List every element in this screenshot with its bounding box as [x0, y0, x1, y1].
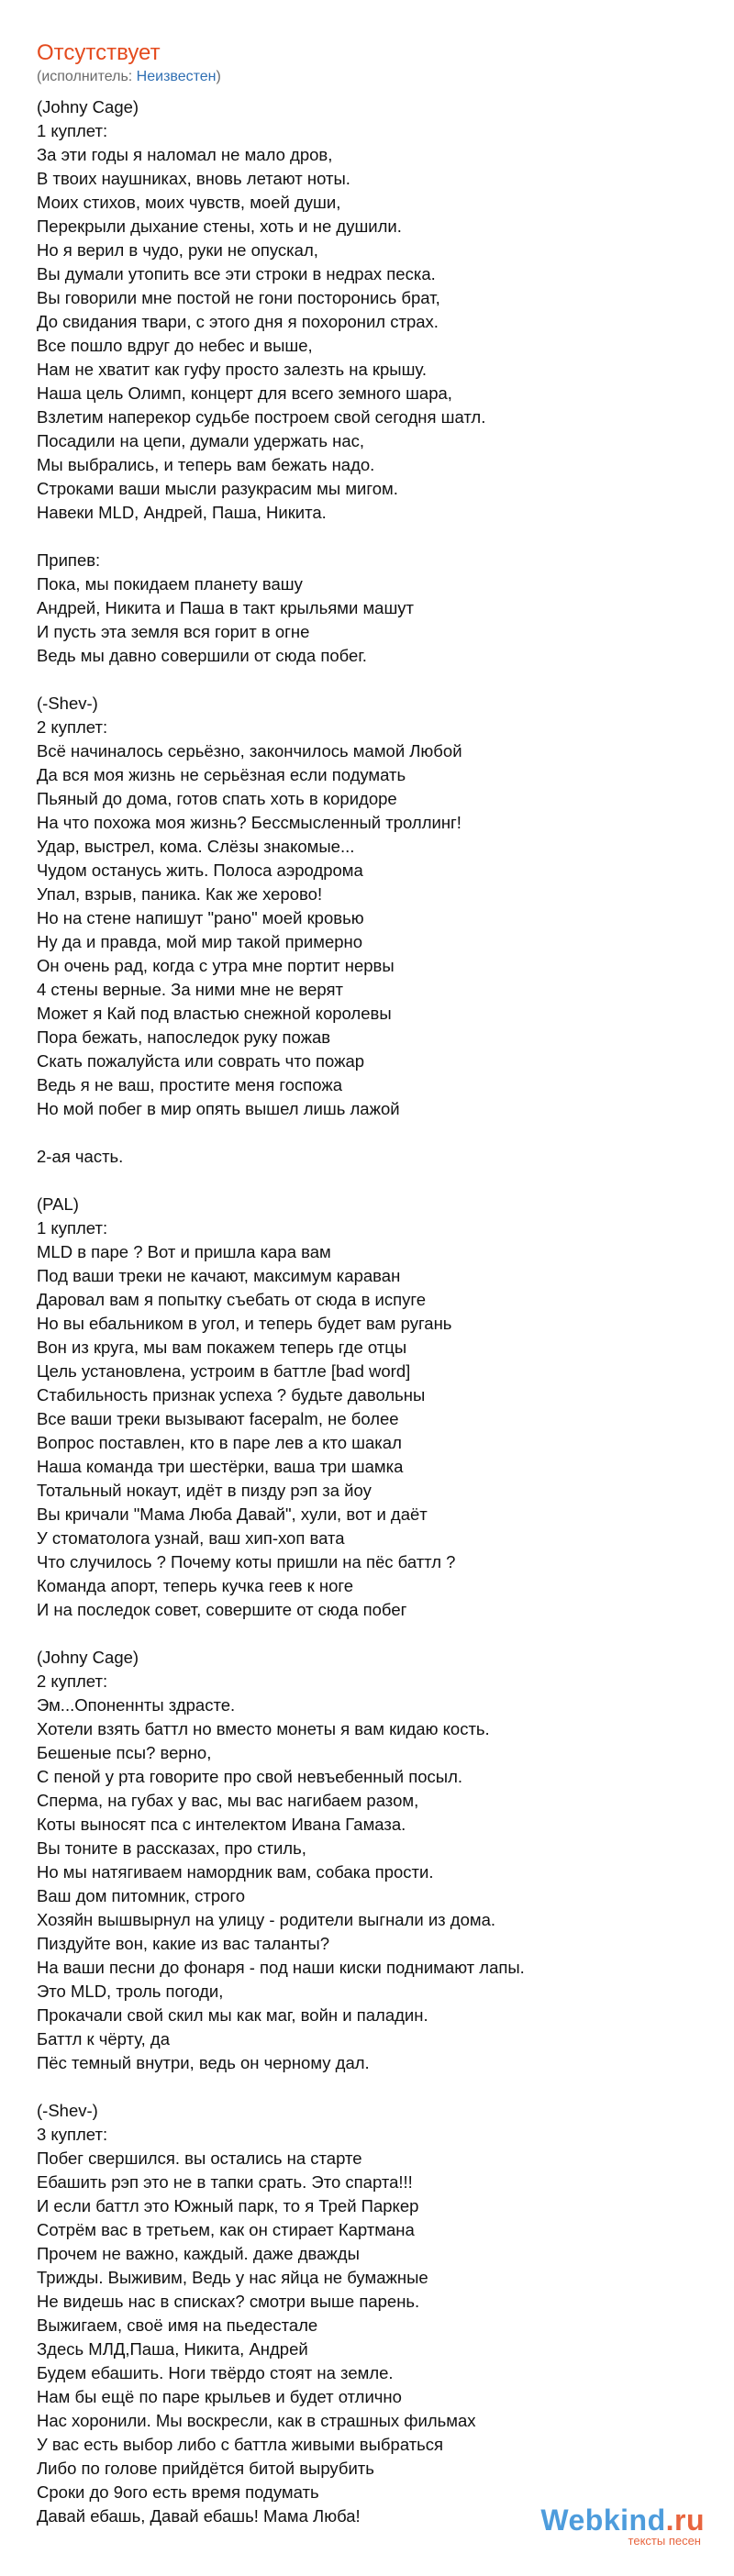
lyric-line: Что случилось ? Почему коты пришли на пёс баттл ? [37, 1552, 456, 1571]
lyric-blank-line [37, 1622, 697, 1646]
lyric-line: Побег свершился. вы остались на старте [37, 2149, 362, 2168]
lyric-line: Коты выносят пса с интелектом Ивана Гамаза. [37, 1815, 406, 1834]
site-logo-main: Webkind [540, 2504, 666, 2537]
lyric-blank-line [37, 1169, 697, 1193]
lyric-line: (Johny Cage) [37, 1648, 139, 1667]
lyric-line: Он очень рад, когда с утра мне портит нервы [37, 956, 395, 975]
lyric-blank-line [37, 1121, 697, 1145]
lyric-line: В твоих наушниках, вновь летают ноты. [37, 169, 350, 188]
site-logo-tld: .ru [665, 2504, 705, 2537]
lyric-line: На ваши песни до фонаря - под наши киски поднимают лапы. [37, 1958, 525, 1977]
lyric-line: Вопрос поставлен, кто в паре лев а кто шакал [37, 1433, 402, 1452]
song-title: Отсутствует [37, 40, 161, 65]
lyric-line: Стабильность признак успеха ? будьте давольны [37, 1385, 426, 1405]
lyric-line: 1 куплет: [37, 121, 108, 140]
lyric-line: На что похожа моя жизнь? Бессмысленный троллинг! [37, 813, 462, 832]
lyric-line: Но мы натягиваем намордник вам, собака прости. [37, 1862, 434, 1882]
lyric-line: Трижды. Выживим, Ведь у нас яйца не бумажные [37, 2268, 428, 2287]
lyric-line: Чудом останусь жить. Полоса аэродрома [37, 861, 363, 880]
lyric-line: Да вся моя жизнь не серьёзная если подумать [37, 765, 406, 784]
lyric-line: Тотальный нокаут, идёт в пизду рэп за йоу [37, 1481, 372, 1500]
lyric-line: Пёс темный внутри, ведь он черному дал. [37, 2053, 370, 2072]
lyric-line: Эм...Опоненнты здрасте. [37, 1695, 236, 1715]
lyric-line: Взлетим наперекор судьбе построем свой сегодня шатл. [37, 407, 486, 427]
lyric-line: Давай ебашь, Давай ебашь! Мама Люба! [37, 2506, 361, 2526]
site-logo [540, 2504, 705, 2536]
lyric-line: Будем ебашить. Ноги твёрдо стоят на земле. [37, 2363, 394, 2382]
lyric-line: У стоматолога узнай, ваш хип-хоп вата [37, 1528, 345, 1548]
lyric-line: И если баттл это Южный парк, то я Трей Паркер [37, 2196, 419, 2215]
lyric-line: Скать пожалуйста или соврать что пожар [37, 1051, 365, 1071]
site-tagline: тексты песен [628, 2534, 701, 2548]
lyric-line: Вы тоните в рассказах, про стиль, [37, 1838, 306, 1858]
lyric-blank-line [37, 2075, 697, 2099]
lyric-line: Пиздуйте вон, какие из вас таланты? [37, 1934, 329, 1953]
lyric-line: Прочем не важно, каждый. даже дважды [37, 2244, 360, 2263]
lyric-line: Нам бы ещё по паре крыльев и будет отлично [37, 2387, 402, 2406]
lyric-line: Моих стихов, моих чувств, моей души, [37, 193, 341, 212]
lyric-line: Здесь МЛД,Паша, Никита, Андрей [37, 2339, 308, 2359]
artist-line [37, 68, 697, 86]
lyric-line: 2 куплет: [37, 1671, 108, 1691]
lyric-line: Не видешь нас в списках? смотри выше парень. [37, 2292, 420, 2311]
lyric-line: Но на стене напишут "рано" моей кровью [37, 908, 364, 927]
lyric-line: Нам не хватит как гуфу просто залезть на крышу. [37, 360, 427, 379]
lyric-line: Даровал вам я попытку съебать от сюда в испуге [37, 1290, 427, 1309]
lyric-line: Пьяный до дома, готов спать хоть в коридоре [37, 789, 397, 808]
lyric-blank-line [37, 668, 697, 692]
lyric-line: Все пошло вдруг до небес и выше, [37, 336, 313, 355]
lyric-line: И на последок совет, совершите от сюда побег [37, 1600, 407, 1619]
lyric-line: Нас хоронили. Мы воскресли, как в страшных фильмах [37, 2411, 476, 2430]
lyric-line: Строками ваши мысли разукрасим мы мигом. [37, 479, 398, 498]
lyric-line: Ебашить рэп это не в тапки срать. Это спарта!!! [37, 2172, 413, 2192]
lyric-line: Вон из круга, мы вам покажем теперь где отцы [37, 1338, 407, 1357]
lyric-line: И пусть эта земля вся горит в огне [37, 622, 310, 641]
lyric-line: Вы думали утопить все эти строки в недрах песка. [37, 264, 436, 283]
lyric-line: Все ваши треки вызывают facepalm, не более [37, 1409, 399, 1428]
lyric-line: С пеной у рта говорите про свой невъебенный посыл. [37, 1767, 463, 1786]
lyric-line: Пока, мы покидаем планету вашу [37, 574, 303, 594]
lyric-line: Ведь я не ваш, простите меня госпожа [37, 1075, 342, 1094]
lyric-line: Вы кричали "Мама Люба Давай", хули, вот и даёт [37, 1505, 428, 1524]
lyric-line: (PAL) [37, 1194, 79, 1214]
lyric-line: Андрей, Никита и Паша в такт крыльями машут [37, 598, 415, 617]
lyric-line: Под ваши треки не качают, максимум караван [37, 1266, 401, 1285]
lyric-line: Хозяйн вышвырнул на улицу - родители выгнали из дома. [37, 1910, 496, 1929]
lyric-line: 2 куплет: [37, 717, 108, 737]
site-watermark [540, 2504, 705, 2548]
lyric-line: Сотрём вас в третьем, как он стирает Картмана [37, 2220, 415, 2239]
lyric-line: Перекрыли дыхание стены, хоть и не душили. [37, 217, 402, 236]
lyric-line: Мы выбрались, и теперь вам бежать надо. [37, 455, 375, 474]
lyric-line: Удар, выстрел, кома. Слёзы знакомые... [37, 837, 355, 856]
lyric-line: Упал, взрыв, паника. Как же херово! [37, 884, 323, 904]
lyrics-text [37, 95, 697, 2528]
lyric-line: Припев: [37, 550, 101, 570]
artist-suffix: ) [216, 69, 221, 84]
lyric-line: Ну да и правда, мой мир такой примерно [37, 932, 363, 951]
lyric-blank-line [37, 525, 697, 549]
artist-prefix: (исполнитель: [37, 69, 137, 84]
lyric-line: Вы говорили мне постой не гони посторонись брат, [37, 288, 440, 307]
lyric-line: Навеки MLD, Андрей, Паша, Никита. [37, 503, 327, 522]
lyric-line: Пора бежать, напоследок руку пожав [37, 1027, 331, 1047]
lyric-line: Выжигаем, своё имя на пьедестале [37, 2315, 318, 2335]
lyric-line: 4 стены верные. За ними мне не верят [37, 980, 344, 999]
lyric-line: За эти годы я наломал не мало дров, [37, 145, 333, 164]
lyric-line: Сперма, на губах у вас, мы вас нагибаем разом, [37, 1791, 419, 1810]
lyric-line: Бешеные псы? верно, [37, 1743, 212, 1762]
lyric-line: Баттл к чёрту, да [37, 2029, 170, 2049]
lyric-line: Либо по голове прийдётся битой вырубить [37, 2459, 374, 2478]
lyric-line: (Johny Cage) [37, 97, 139, 117]
lyric-line: Наша команда три шестёрки, ваша три шамка [37, 1457, 404, 1476]
lyric-line: 3 куплет: [37, 2125, 108, 2144]
lyric-line: Хотели взять баттл но вместо монеты я вам кидаю кость. [37, 1719, 490, 1738]
lyric-line: Ведь мы давно совершили от сюда побег. [37, 646, 367, 665]
lyric-line: Посадили на цепи, думали удержать нас, [37, 431, 365, 450]
lyric-line: До свидания твари, с этого дня я похоронил страх. [37, 312, 439, 331]
lyric-line: Может я Кай под властью снежной королевы [37, 1004, 392, 1023]
lyric-line: (-Shev-) [37, 2101, 98, 2120]
lyric-line: (-Shev-) [37, 694, 98, 713]
lyric-line: У вас есть выбор либо с баттла живыми выбраться [37, 2435, 444, 2454]
lyric-line: Сроки до 9ого есть время подумать [37, 2482, 319, 2502]
lyric-line: Ваш дом питомник, строго [37, 1886, 246, 1905]
lyric-line: Наша цель Олимп, концерт для всего земного шара, [37, 383, 452, 403]
lyric-line: Но я верил в чудо, руки не опускал, [37, 240, 318, 260]
lyric-line: MLD в паре ? Вот и пришла кара вам [37, 1242, 331, 1261]
lyric-line: Это MLD, троль погоди, [37, 1982, 224, 2001]
lyric-line: Но вы ебальником в угол, и теперь будет вам ругань [37, 1314, 452, 1333]
lyric-line: 2-ая часть. [37, 1147, 124, 1166]
lyric-line: Команда апорт, теперь кучка геев к ноге [37, 1576, 353, 1595]
lyric-line: Но мой побег в мир опять вышел лишь лажой [37, 1099, 400, 1118]
lyric-line: Всё начиналось серьёзно, закончилось мамой Любой [37, 741, 462, 761]
lyric-line: Цель установлена, устроим в баттле [bad word] [37, 1361, 411, 1381]
lyric-line: 1 куплет: [37, 1218, 108, 1238]
artist-link[interactable]: Неизвестен [136, 69, 217, 84]
lyric-line: Прокачали свой скил мы как маг, войн и паладин. [37, 2005, 428, 2025]
